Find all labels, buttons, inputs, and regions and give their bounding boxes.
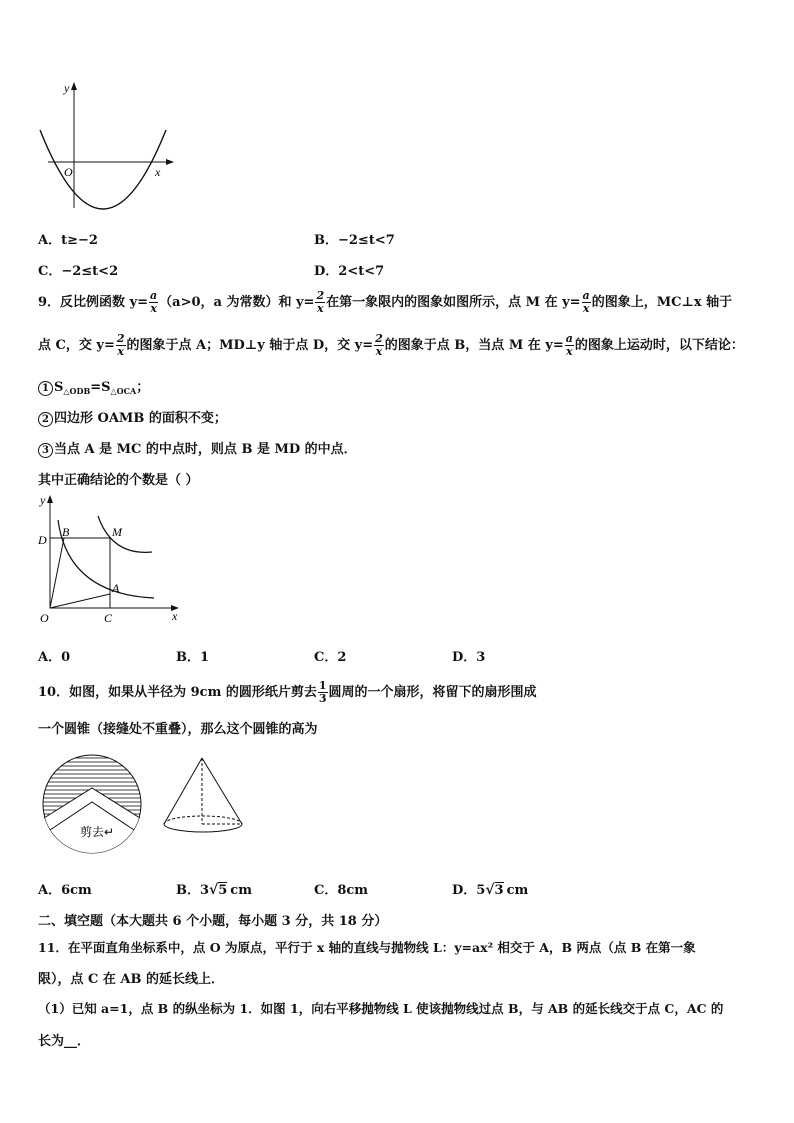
- fraction-numerator: a: [150, 289, 158, 302]
- q11-line2: 限），点 C 在 AB 的延长线上．: [38, 972, 225, 987]
- q10-stem-line1: [38, 680, 537, 705]
- rectangle-ocmd: [50, 538, 110, 608]
- q8-option-a: A．t≥−2: [38, 233, 98, 248]
- q9-text: 四边形 OAMB 的面积不变；: [54, 411, 227, 426]
- q9-text: 当点 A 是 MC 的中点时，则点 B 是 MD 的中点．: [54, 442, 357, 457]
- section-2-heading: 二、填空题（本大题共 6 个小题，每小题 3 分，共 18 分）: [38, 914, 388, 929]
- circled-number: 2: [38, 412, 53, 427]
- q9-option-a: A．0: [38, 650, 71, 665]
- fraction-denominator: x: [375, 345, 383, 358]
- q9-text: 9．反比例函数 y=: [38, 295, 149, 310]
- fraction-denominator: x: [317, 302, 324, 315]
- y-axis-arrow: [47, 495, 53, 503]
- curve-y-a-over-x: [98, 516, 152, 552]
- b-label: B: [62, 525, 70, 539]
- d-label: D: [38, 533, 47, 547]
- q9-stem-line2: [38, 333, 744, 358]
- q9-text: S: [54, 380, 64, 395]
- fraction: [315, 290, 325, 315]
- q9-text: 的图象于点 B，当点 M 在 y=: [384, 338, 564, 353]
- subscript: △ODB: [63, 386, 91, 396]
- q10-option-b: [176, 879, 252, 898]
- a-label: A: [112, 581, 120, 595]
- y-axis-label: y: [64, 81, 70, 95]
- segment-oa: [50, 594, 110, 608]
- option-text: D．5: [452, 883, 486, 898]
- cut-label: 剪去↵: [80, 825, 115, 839]
- q9-text: （a>0，a 为常数）和 y=: [159, 295, 315, 310]
- q9-text: =S: [90, 380, 111, 395]
- q10-figure: [36, 752, 276, 856]
- circled-number: 1: [38, 381, 53, 396]
- origin-label: O: [64, 165, 73, 179]
- sqrt-sign: √: [209, 882, 219, 898]
- sqrt-sign: √: [485, 882, 495, 898]
- fraction-denominator: x: [582, 302, 590, 315]
- fraction-numerator: a: [565, 332, 573, 345]
- q10-option-d: [452, 879, 528, 898]
- q9-text: 点 C，交 y=: [38, 338, 115, 353]
- q8-parabola-figure: [30, 78, 180, 218]
- q9-text: 在第一象限内的图象如图所示，点 M 在 y=: [326, 295, 581, 310]
- radicand: 3: [494, 883, 504, 898]
- fraction: [582, 290, 591, 315]
- cone-base-back: [164, 816, 242, 824]
- x-axis-arrow: [166, 159, 174, 165]
- x-label: x: [172, 609, 178, 623]
- q10-text: 10．如图，如果从半径为 9cm 的圆形纸片剪去: [38, 685, 317, 700]
- q9-hyperbola-figure: [34, 490, 184, 626]
- o-label: O: [40, 611, 49, 625]
- q11-line1: 11．在平面直角坐标系中，点 O 为原点，平行于 x 轴的直线与抛物线 L：y=ax² 相交于 A，B 两点（点 B 在第一象: [38, 940, 696, 955]
- option-unit: cm: [506, 883, 529, 898]
- fraction-numerator: 2: [316, 289, 325, 302]
- x-axis-label: x: [155, 165, 161, 179]
- q10-stem-line2: 一个圆锥（接缝处不重叠），那么这个圆锥的高为: [38, 722, 318, 737]
- y-axis-arrow: [71, 82, 77, 90]
- fraction: [318, 680, 328, 705]
- option-text: B．3: [176, 883, 210, 898]
- q8-option-b: B．−2≤t<7: [314, 233, 395, 248]
- radicand: 5: [218, 883, 228, 898]
- fraction-denominator: x: [566, 345, 573, 358]
- q9-question: 其中正确结论的个数是（ ）: [38, 473, 199, 488]
- q10-option-c: C．8cm: [314, 883, 369, 898]
- fraction-denominator: x: [150, 302, 157, 315]
- fraction: [374, 333, 384, 358]
- q9-text: 的图象上运动时，以下结论：: [574, 338, 744, 353]
- cone-right-edge: [202, 758, 242, 824]
- fraction-denominator: 3: [318, 692, 327, 705]
- fraction-numerator: 2: [375, 332, 383, 345]
- q9-option-c: C．2: [314, 650, 347, 665]
- fraction: [116, 333, 126, 358]
- fraction-numerator: a: [582, 289, 590, 302]
- q9-text: 的图象于点 A；MD⊥y 轴于点 D，交 y=: [126, 338, 374, 353]
- q9-option-b: B．1: [176, 650, 210, 665]
- option-unit: cm: [230, 883, 252, 898]
- q9-statement-3: [38, 438, 357, 458]
- m-label: M: [112, 525, 122, 539]
- q9-text: 的图象上，MC⊥x 轴于: [591, 295, 733, 310]
- q10-option-a: A．6cm: [38, 883, 92, 898]
- c-label: C: [104, 611, 113, 625]
- circled-number: 3: [38, 443, 53, 458]
- y-label: y: [40, 493, 46, 507]
- q9-option-d: D．3: [452, 650, 486, 665]
- fraction: [149, 290, 158, 315]
- parabola-curve: [40, 130, 166, 209]
- fraction-numerator: 2: [116, 332, 125, 345]
- q9-stem-line1: [38, 290, 732, 315]
- cone-base-front: [164, 824, 242, 832]
- q11-line3: （1）已知 a=1，点 B 的纵坐标为 1．如图 1，向右平移抛物线 L 使该抛物线过点 B，与 AB 的延长线交于点 C，AC 的: [38, 1001, 724, 1016]
- fraction-denominator: x: [117, 345, 124, 358]
- q9-statement-1: [38, 376, 149, 396]
- fraction-numerator: 1: [318, 679, 327, 692]
- q9-statement-2: [38, 407, 227, 427]
- subscript: △OCA: [110, 386, 137, 396]
- cone-left-edge: [164, 758, 202, 824]
- q9-text: ；: [136, 380, 150, 395]
- segment-ob: [50, 538, 64, 608]
- q10-text: 圆周的一个扇形，将留下的扇形围成: [328, 685, 537, 700]
- q8-option-c: C．−2≤t<2: [38, 264, 119, 279]
- q11-line4: 长为__．: [38, 1034, 91, 1049]
- q8-option-d: D．2<t<7: [314, 264, 385, 279]
- fraction: [565, 333, 574, 358]
